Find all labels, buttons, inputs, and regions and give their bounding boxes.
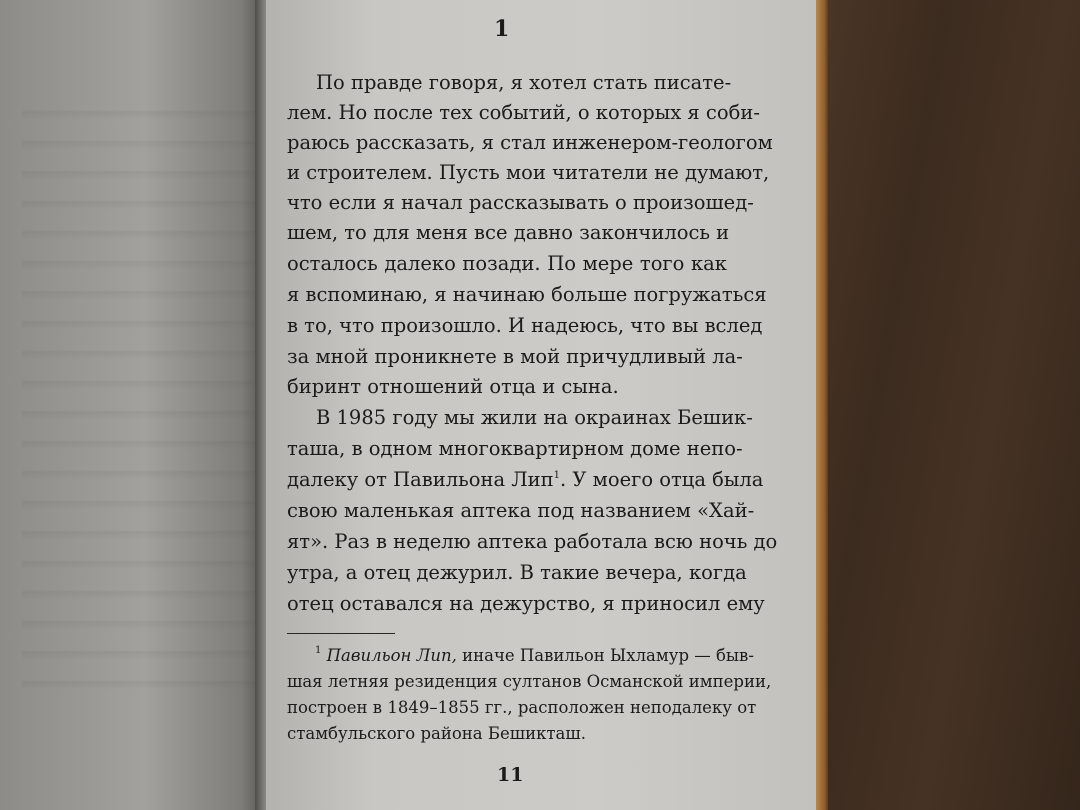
footnote-line: шая летняя резиденция султанов Османской империи, bbox=[287, 672, 772, 691]
footnote-line: построен в 1849–1855 гг., расположен неподалеку от bbox=[287, 698, 757, 717]
text-line: утра, а отец дежурил. В такие вечера, когда bbox=[287, 561, 747, 584]
footnote-separator bbox=[287, 633, 395, 634]
footnote-term: Павильон Лип, bbox=[326, 646, 457, 665]
footnote-marker: 1 bbox=[553, 470, 560, 481]
text-line-rest: . У моего отца была bbox=[559, 468, 764, 491]
page-edge bbox=[816, 0, 828, 810]
text-line: что если я начал рассказывать о произошед- bbox=[287, 191, 754, 214]
text-line: свою маленькая аптека под названием «Хай- bbox=[287, 499, 755, 522]
chapter-number: 1 bbox=[494, 16, 510, 42]
text-line: лем. Но после тех событий, о которых я соби- bbox=[287, 101, 760, 124]
text-line: за мной проникнете в мой причудливый ла- bbox=[287, 345, 743, 368]
text-line: раюсь рассказать, я стал инженером-геологом bbox=[287, 131, 773, 154]
text-line bbox=[287, 468, 764, 491]
text-line: В 1985 году мы жили на окраинах Бешик- bbox=[316, 406, 753, 429]
text-line: я вспоминаю, я начинаю больше погружаться bbox=[287, 283, 767, 306]
text-line: биринт отношений отца и сына. bbox=[287, 375, 619, 398]
text-line: ят». Раз в неделю аптека работала всю ночь до bbox=[287, 530, 778, 553]
left-page-bleed-through bbox=[22, 90, 262, 690]
footnote-line: стамбульского района Бешикташ. bbox=[287, 724, 586, 743]
text-line: таша, в одном многоквартирном доме непо- bbox=[287, 437, 743, 460]
text-line: осталось далеко позади. По мере того как bbox=[287, 252, 727, 275]
wooden-table bbox=[828, 0, 1080, 810]
page-number: 11 bbox=[497, 764, 524, 786]
text-line: и строителем. Пусть мои читатели не думают, bbox=[287, 161, 770, 184]
text-line: в то, что произошло. И надеюсь, что вы вслед bbox=[287, 314, 763, 337]
text-line-start: далеку от Павильона Лип bbox=[287, 468, 554, 491]
footnote-text: иначе Павильон Ыхламур — быв- bbox=[456, 646, 754, 665]
text-line: отец оставался на дежурство, я приносил ему bbox=[287, 592, 765, 615]
text-line: шем, то для меня все давно закончилось и bbox=[287, 221, 730, 244]
text-line: По правде говоря, я хотел стать писате- bbox=[316, 71, 732, 94]
footnote-line bbox=[287, 645, 754, 665]
footnote-number: 1 bbox=[315, 645, 322, 656]
left-page bbox=[0, 0, 262, 810]
